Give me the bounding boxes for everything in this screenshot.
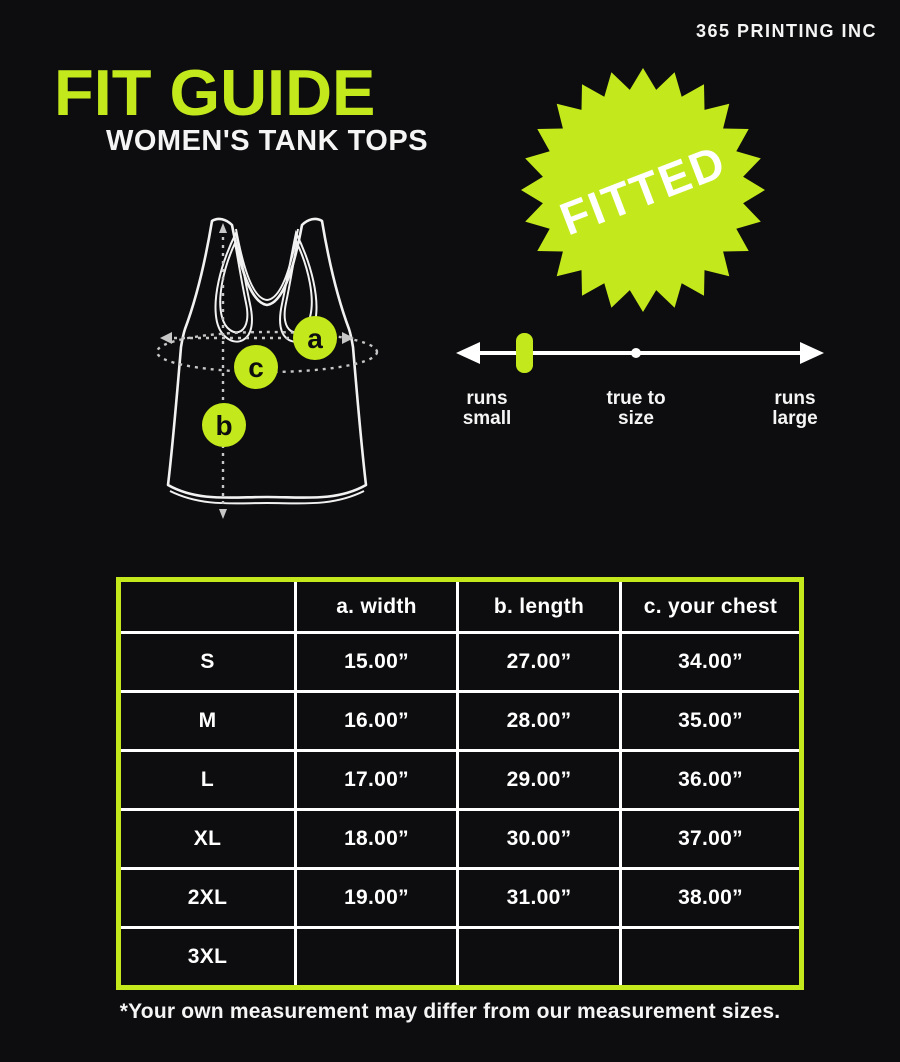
page-title: FIT GUIDE	[54, 56, 376, 129]
length-arrow-up-icon	[219, 223, 227, 233]
scale-arrow-left-icon	[456, 342, 480, 364]
header-cell-chest: c. your chest	[621, 580, 802, 633]
tank-top-diagram	[140, 195, 420, 535]
fit-marker	[516, 333, 533, 373]
table-row-xl	[119, 810, 802, 869]
size-label: XL	[119, 810, 296, 869]
width-value: 15.00”	[296, 633, 458, 692]
fit-scale	[440, 322, 840, 387]
table-row-2xl	[119, 869, 802, 928]
page-subtitle: WOMEN'S TANK TOPS	[106, 125, 429, 157]
table-header-row	[119, 580, 802, 633]
scale-arrow-right-icon	[800, 342, 824, 364]
chest-value: 34.00”	[621, 633, 802, 692]
header-cell-blank	[119, 580, 296, 633]
scale-label-line: small	[462, 408, 512, 429]
header-cell-width: a. width	[296, 580, 458, 633]
chest-value: 35.00”	[621, 692, 802, 751]
table-row-3xl	[119, 928, 802, 988]
scale-label-line: large	[772, 408, 818, 429]
scale-label-runs-large	[755, 389, 835, 429]
badge-label: FITTED	[552, 134, 734, 246]
size-table	[116, 577, 804, 990]
point-b-label: b	[215, 410, 233, 441]
chest-value: 38.00”	[621, 869, 802, 928]
scale-label-line: true to	[606, 388, 666, 409]
point-c-label: c	[248, 352, 264, 383]
chest-value: 37.00”	[621, 810, 802, 869]
width-value: 19.00”	[296, 869, 458, 928]
scale-label-runs-small	[447, 389, 527, 429]
width-value: 17.00”	[296, 751, 458, 810]
scale-label-true-to-size	[596, 389, 676, 429]
size-label: L	[119, 751, 296, 810]
scale-label-line: runs	[466, 388, 508, 409]
fitted-badge	[518, 65, 768, 315]
width-value	[296, 928, 458, 988]
length-value: 30.00”	[458, 810, 621, 869]
length-value: 29.00”	[458, 751, 621, 810]
brand-name: 365 PRINTING INC	[695, 21, 877, 41]
length-value: 27.00”	[458, 633, 621, 692]
measurement-disclaimer: *Your own measurement may differ from our measurement sizes.	[119, 1000, 781, 1023]
length-value: 28.00”	[458, 692, 621, 751]
width-arrow-left-icon	[160, 332, 172, 344]
table-row-l	[119, 751, 802, 810]
point-a-label: a	[307, 323, 323, 354]
width-value: 16.00”	[296, 692, 458, 751]
true-to-size-tick	[631, 348, 641, 358]
length-arrow-down-icon	[219, 509, 227, 519]
length-value: 31.00”	[458, 869, 621, 928]
chest-value	[621, 928, 802, 988]
scale-label-line: runs	[774, 388, 816, 409]
left-armhole-opening-inner	[220, 243, 247, 332]
length-value	[458, 928, 621, 988]
header-cell-length: b. length	[458, 580, 621, 633]
chest-value: 36.00”	[621, 751, 802, 810]
table-row-m	[119, 692, 802, 751]
size-label: 2XL	[119, 869, 296, 928]
size-label: M	[119, 692, 296, 751]
width-value: 18.00”	[296, 810, 458, 869]
table-row-s	[119, 633, 802, 692]
scale-label-line: size	[618, 408, 654, 429]
size-label: S	[119, 633, 296, 692]
size-label: 3XL	[119, 928, 296, 988]
